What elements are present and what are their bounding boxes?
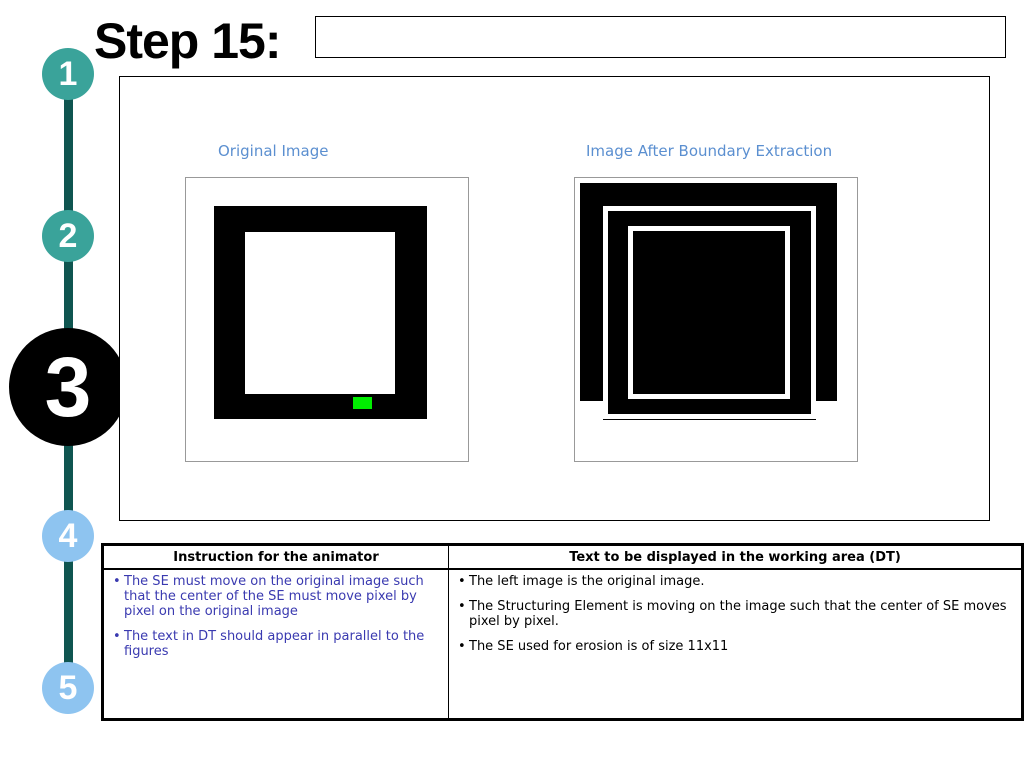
- structuring-element[interactable]: [353, 397, 372, 409]
- step-2-circle[interactable]: [42, 210, 94, 262]
- instruction-table: [101, 543, 1024, 721]
- display-item: • The SE used for erosion is of size 11x11: [455, 639, 1015, 654]
- working-area: [119, 76, 990, 521]
- step-3-circle-current[interactable]: [9, 328, 127, 446]
- original-image-label: Original Image: [218, 142, 329, 160]
- step-1-label: 1: [58, 54, 78, 93]
- original-square-hole: [245, 232, 395, 394]
- boundary-image-label: Image After Boundary Extraction: [586, 142, 833, 160]
- step-4-label: 4: [58, 516, 78, 555]
- step-4-circle[interactable]: [42, 510, 94, 562]
- timeline-line-upper: [64, 96, 73, 536]
- animator-header: Instruction for the animator: [103, 545, 449, 570]
- step-3-label: 3: [44, 339, 92, 434]
- step-5-circle[interactable]: [42, 662, 94, 714]
- step-title-input-box[interactable]: [315, 16, 1006, 58]
- display-item: • The left image is the original image.: [455, 574, 1015, 589]
- step-2-label: 2: [58, 216, 78, 255]
- animator-item: • The text in DT should appear in parallel to the figures: [110, 629, 442, 659]
- boundary-image-frame: [574, 177, 858, 462]
- step-1-circle[interactable]: [42, 48, 94, 100]
- animator-cell: [103, 569, 449, 720]
- display-header: Text to be displayed in the working area (DT): [449, 545, 1023, 570]
- boundary-core: [633, 231, 785, 394]
- display-item: • The Structuring Element is moving on the image such that the center of SE moves pixel by pixel.: [455, 599, 1015, 629]
- animator-item: • The SE must move on the original image such that the center of the SE must move pixel by pixel on the original image: [110, 574, 442, 619]
- step-title: Step 15:: [94, 13, 281, 69]
- original-image-frame: [185, 177, 469, 462]
- display-cell: [449, 569, 1023, 720]
- step-5-label: 5: [58, 668, 78, 707]
